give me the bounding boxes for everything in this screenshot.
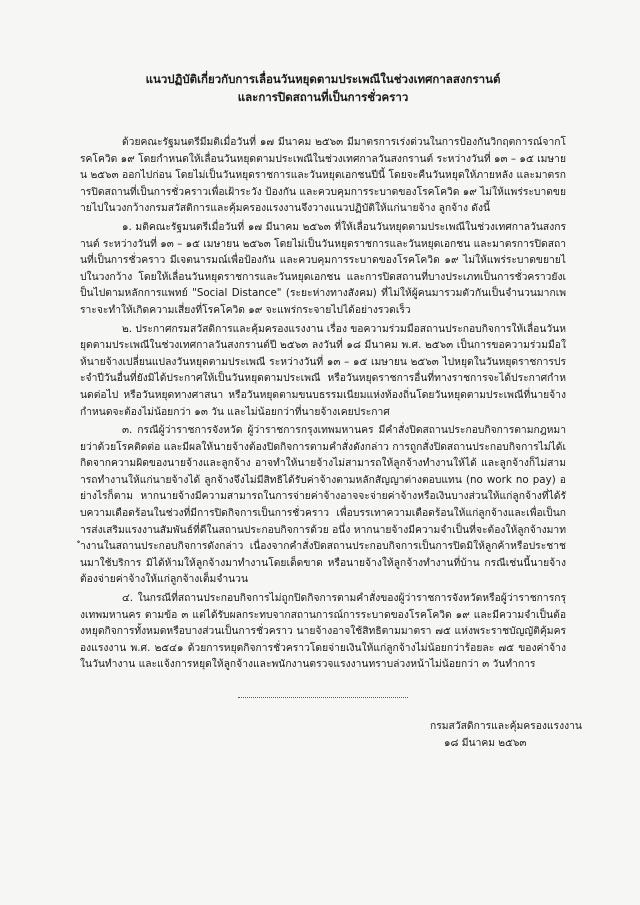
- signature-block: [430, 718, 582, 752]
- intro-paragraph: ด้วยคณะรัฐมนตรีมีมติเมื่อวันที่ ๑๗ มีนาคม ๒๕๖๓ มีมาตรการเร่งด่วนในการป้องกันวิกฤตการณ์จากโรคโควิด ๑๙ โดยกำหนดให้เลื่อนวันหยุดตามประเพณีในช่วงเทศกาลวันสงกรานต์ ระหว่างวันที่ ๑๓ – ๑๕ เมษายน ๒๕๖๓ ออกไปก่อน โดยไม่เป็นวันหยุดราชการและวันหยุดเอกชนปีนี้ โดยจะคืนวันหยุดให้ภายหลัง และมาตรการปิดสถานที่เป็นการชั่วคราวเพื่อเฝ้าระวัง ป้องกัน และควบคุมการระบาดของโรคโควิด ๑๙ ไม่ให้แพร่ระบาดขยายไปในวงกว้างกรมสวัสดิการและคุ้มครองแรงงานจึงวางแนวปฏิบัติให้แก่นายจ้าง ลูกจ้าง ดังนี้: [80, 136, 566, 215]
- clause-1-paragraph: ๑. มติคณะรัฐมนตรีเมื่อวันที่ ๑๗ มีนาคม ๒๕๖๓ ที่ให้เลื่อนวันหยุดตามประเพณีในช่วงเทศกาลวันสงกรานต์ ระหว่างวันที่ ๑๓ – ๑๕ เมษายน ๒๕๖๓ โดยไม่เป็นวันหยุดราชการและวันหยุดเอกชน และมาตรการปิดสถานที่เป็นการชั่วคราว มีเจตนารมณ์เพื่อป้องกัน และควบคุมการระบาดของโรคโควิด ๑๙ ไม่ให้แพร่ระบาดขยายไปในวงกว้าง โดยให้เลื่อนวันหยุดราชการและวันหยุดเอกชน และการปิดสถานที่บางประเภทเป็นการชั่วคราวยังเป็นไปตามหลักการแพทย์ "Social Distance" (ระยะห่างทางสังคม) ที่ไม่ให้ผู้คนมารวมตัวกันเป็นจำนวนมากเพราะจะทำให้เกิดความเสี่ยงที่โรคโควิด ๑๙ จะแพร่กระจายไปได้อย่างรวดเร็ว: [80, 220, 566, 316]
- signature-organization: กรมสวัสดิการและคุ้มครองแรงงาน: [430, 720, 582, 732]
- dotted-separator: [238, 697, 408, 698]
- title-line-1: แนวปฏิบัติเกี่ยวกับการเลื่อนวันหยุดตามประเพณีในช่วงเทศกาลสงกรานต์: [145, 72, 501, 86]
- title-line-2: และการปิดสถานที่เป็นการชั่วคราว: [237, 90, 409, 104]
- clause-2-paragraph: ๒. ประกาศกรมสวัสดิการและคุ้มครองแรงงาน เรื่อง ขอความร่วมมือสถานประกอบกิจการให้เลื่อนวันหยุดตามประเพณีในช่วงเทศกาลวันสงกรานต์ปี ๒๕๖๓ ลงวันที่ ๑๘ มีนาคม พ.ศ. ๒๕๖๓ เป็นการขอความร่วมมือให้นายจ้างเปลี่ยนแปลงวันหยุดตามประเพณี ระหว่างวันที่ ๑๓ – ๑๕ เมษายน ๒๕๖๓ ไปหยุดในวันหยุดราชการประจำปีวันอื่นที่ยังมิได้ประกาศให้เป็นวันหยุดตามประเพณี หรือวันหยุดราชการอื่นที่ทางราชการจะได้ประกาศกำหนดต่อไป หรือวันหยุดทางศาสนา หรือวันหยุดตามขนบธรรมเนียมแห่งท้องถิ่นโดยวันหยุดตามประเพณีที่นายจ้างกำหนดจะต้องไม่น้อยกว่า ๑๓ วัน และไม่น้อยกว่าที่นายจ้างเคยประกาศ: [80, 322, 566, 418]
- clause-4-paragraph: ๔. ในกรณีที่สถานประกอบกิจการไม่ถูกปิดกิจการตามคำสั่งของผู้ว่าราชการจังหวัดหรือผู้ว่าราชการกรุงเทพมหานคร ตามข้อ ๓ แต่ได้รับผลกระทบจากสถานการณ์การระบาดของโรคโควิด ๑๙ และมีความจำเป็นต้องหยุดกิจการทั้งหมดหรือบางส่วนเป็นการชั่วคราว นายจ้างอาจใช้สิทธิตามมาตรา ๗๕ แห่งพระราชบัญญัติคุ้มครองแรงงาน พ.ศ. ๒๕๔๑ ด้วยการหยุดกิจการชั่วคราวโดยจ่ายเงินให้แก่ลูกจ้างไม่น้อยกว่าร้อยละ ๗๕ ของค่าจ้างในวันทำงาน และแจ้งการหยุดให้ลูกจ้างและพนักงานตรวจแรงงานทราบล่วงหน้าไม่น้อยกว่า ๓ วันทำการ: [80, 592, 566, 671]
- clause-3-paragraph: ๓. กรณีผู้ว่าราชการจังหวัด ผู้ว่าราชการกรุงเทพมหานคร มีคำสั่งปิดสถานประกอบกิจการตามกฎหมายว่าด้วยโรคติดต่อ และมีผลให้นายจ้างต้องปิดกิจการตามคำสั่งดังกล่าว การถูกสั่งปิดสถานประกอบกิจการไม่ได้เกิดจากความผิดของนายจ้างและลูกจ้าง อาจทำให้นายจ้างไม่สามารถให้ลูกจ้างทำงานให้ได้ และลูกจ้างก็ไม่สามารถทำงานให้แก่นายจ้างได้ ลูกจ้างจึงไม่มีสิทธิได้รับค่าจ้างตามหลักสัญญาต่างตอบแทน (no work no pay) อย่างไรก็ตาม หากนายจ้างมีความสามารถในการจ่ายค่าจ้างอาจจะจ่ายค่าจ้างหรือเงินบางส่วนให้แก่ลูกจ้างที่ได้รับความเดือดร้อนในช่วงที่มีการปิดกิจการเป็นการชั่วคราว เพื่อบรรเทาความเดือดร้อนให้แก่ลูกจ้างและเพื่อเป็นการส่งเสริมแรงงานสัมพันธ์ที่ดีในสถานประกอบกิจการด้วย อนึ่ง หากนายจ้างมีความจำเป็นที่จะต้องให้ลูกจ้างมาทำงานในสถานประกอบกิจการดังกล่าว เนื่องจากคำสั่งปิดสถานประกอบกิจการเป็นการปิดมิให้ลูกค้าหรือประชาชนมาใช้บริการ มิได้ห้ามให้ลูกจ้างมาทำงานโดยเด็ดขาด หรือนายจ้างให้ลูกจ้างทำงานที่บ้าน กรณีเช่นนี้นายจ้างต้องจ่ายค่าจ้างให้แก่ลูกจ้างเต็มจำนวน: [80, 424, 566, 586]
- signature-date: ๑๘ มีนาคม ๒๕๖๓: [444, 737, 527, 749]
- document-title: [80, 70, 566, 106]
